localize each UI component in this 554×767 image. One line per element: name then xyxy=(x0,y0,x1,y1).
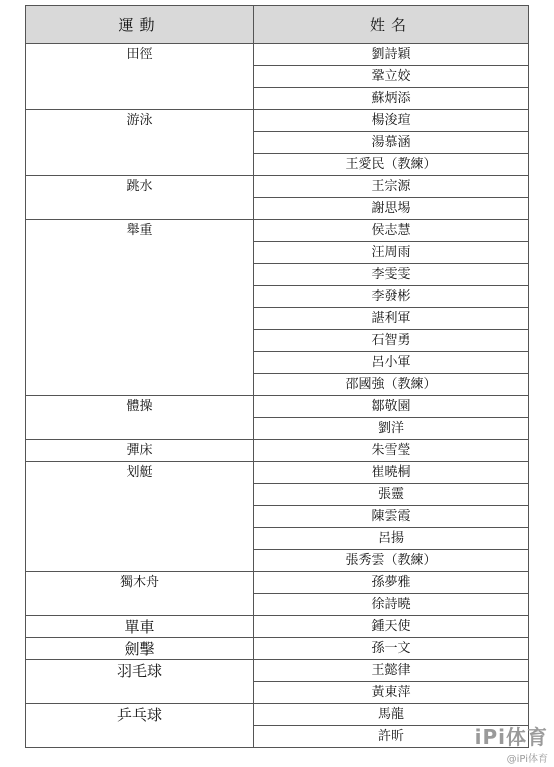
athlete-name-cell: 謝思埸 xyxy=(254,198,529,220)
sport-cell: 劍擊 xyxy=(26,638,254,660)
athlete-name-cell: 黃東萍 xyxy=(254,682,529,704)
watermark xyxy=(475,721,548,765)
athlete-name-cell: 邵國強（教練） xyxy=(254,374,529,396)
sport-cell: 游泳 xyxy=(26,110,254,176)
table-row xyxy=(26,44,529,66)
table-row xyxy=(26,396,529,418)
sport-cell: 舉重 xyxy=(26,220,254,396)
table-row xyxy=(26,220,529,242)
athlete-name-cell: 張靈 xyxy=(254,484,529,506)
table-row xyxy=(26,176,529,198)
sport-cell: 乒乓球 xyxy=(26,704,254,748)
athlete-name-cell: 朱雪瑩 xyxy=(254,440,529,462)
sport-column-header: 運動 xyxy=(26,6,254,44)
sport-cell: 單車 xyxy=(26,616,254,638)
athlete-name-cell: 劉洋 xyxy=(254,418,529,440)
athlete-name-cell: 孫一文 xyxy=(254,638,529,660)
athlete-name-cell: 鄒敬園 xyxy=(254,396,529,418)
athlete-name-cell: 劉詩穎 xyxy=(254,44,529,66)
athlete-name-cell: 馬龍 xyxy=(254,704,529,726)
table-row xyxy=(26,110,529,132)
table-row xyxy=(26,462,529,484)
sport-cell: 划艇 xyxy=(26,462,254,572)
sport-cell: 彈床 xyxy=(26,440,254,462)
table-row xyxy=(26,660,529,682)
athlete-name-cell: 王懿律 xyxy=(254,660,529,682)
athlete-name-cell: 許昕 xyxy=(254,726,529,748)
watermark-handle: @iPi体育 xyxy=(506,754,548,765)
athlete-name-cell: 侯志慧 xyxy=(254,220,529,242)
watermark-logo: iPi体育 xyxy=(474,725,548,749)
table-row xyxy=(26,440,529,462)
athlete-name-cell: 石智勇 xyxy=(254,330,529,352)
sport-cell: 羽毛球 xyxy=(26,660,254,704)
roster-body xyxy=(26,44,529,748)
athlete-name-cell: 鞏立姣 xyxy=(254,66,529,88)
name-column-header: 姓名 xyxy=(254,6,529,44)
athlete-name-cell: 湯慕涵 xyxy=(254,132,529,154)
athlete-name-cell: 呂小軍 xyxy=(254,352,529,374)
athlete-name-cell: 鍾天使 xyxy=(254,616,529,638)
header-row xyxy=(26,6,529,44)
sport-cell: 田徑 xyxy=(26,44,254,110)
athlete-name-cell: 諶利軍 xyxy=(254,308,529,330)
athlete-name-cell: 孫夢雅 xyxy=(254,572,529,594)
athlete-name-cell: 李發彬 xyxy=(254,286,529,308)
athlete-name-cell: 王宗源 xyxy=(254,176,529,198)
athlete-name-cell: 崔曉桐 xyxy=(254,462,529,484)
table-row xyxy=(26,616,529,638)
athlete-name-cell: 李雯雯 xyxy=(254,264,529,286)
athlete-name-cell: 蘇炳添 xyxy=(254,88,529,110)
athlete-name-cell: 陳雲霞 xyxy=(254,506,529,528)
table-row xyxy=(26,638,529,660)
sport-cell: 體操 xyxy=(26,396,254,440)
athlete-name-cell: 徐詩曉 xyxy=(254,594,529,616)
sport-cell: 跳水 xyxy=(26,176,254,220)
athlete-name-cell: 汪周雨 xyxy=(254,242,529,264)
table-row xyxy=(26,572,529,594)
athlete-roster-table xyxy=(25,5,529,748)
athlete-name-cell: 王愛民（教練） xyxy=(254,154,529,176)
athlete-name-cell: 呂揚 xyxy=(254,528,529,550)
athlete-name-cell: 張秀雲（教練） xyxy=(254,550,529,572)
athlete-name-cell: 楊浚瑄 xyxy=(254,110,529,132)
sport-cell: 獨木舟 xyxy=(26,572,254,616)
table-row xyxy=(26,704,529,726)
